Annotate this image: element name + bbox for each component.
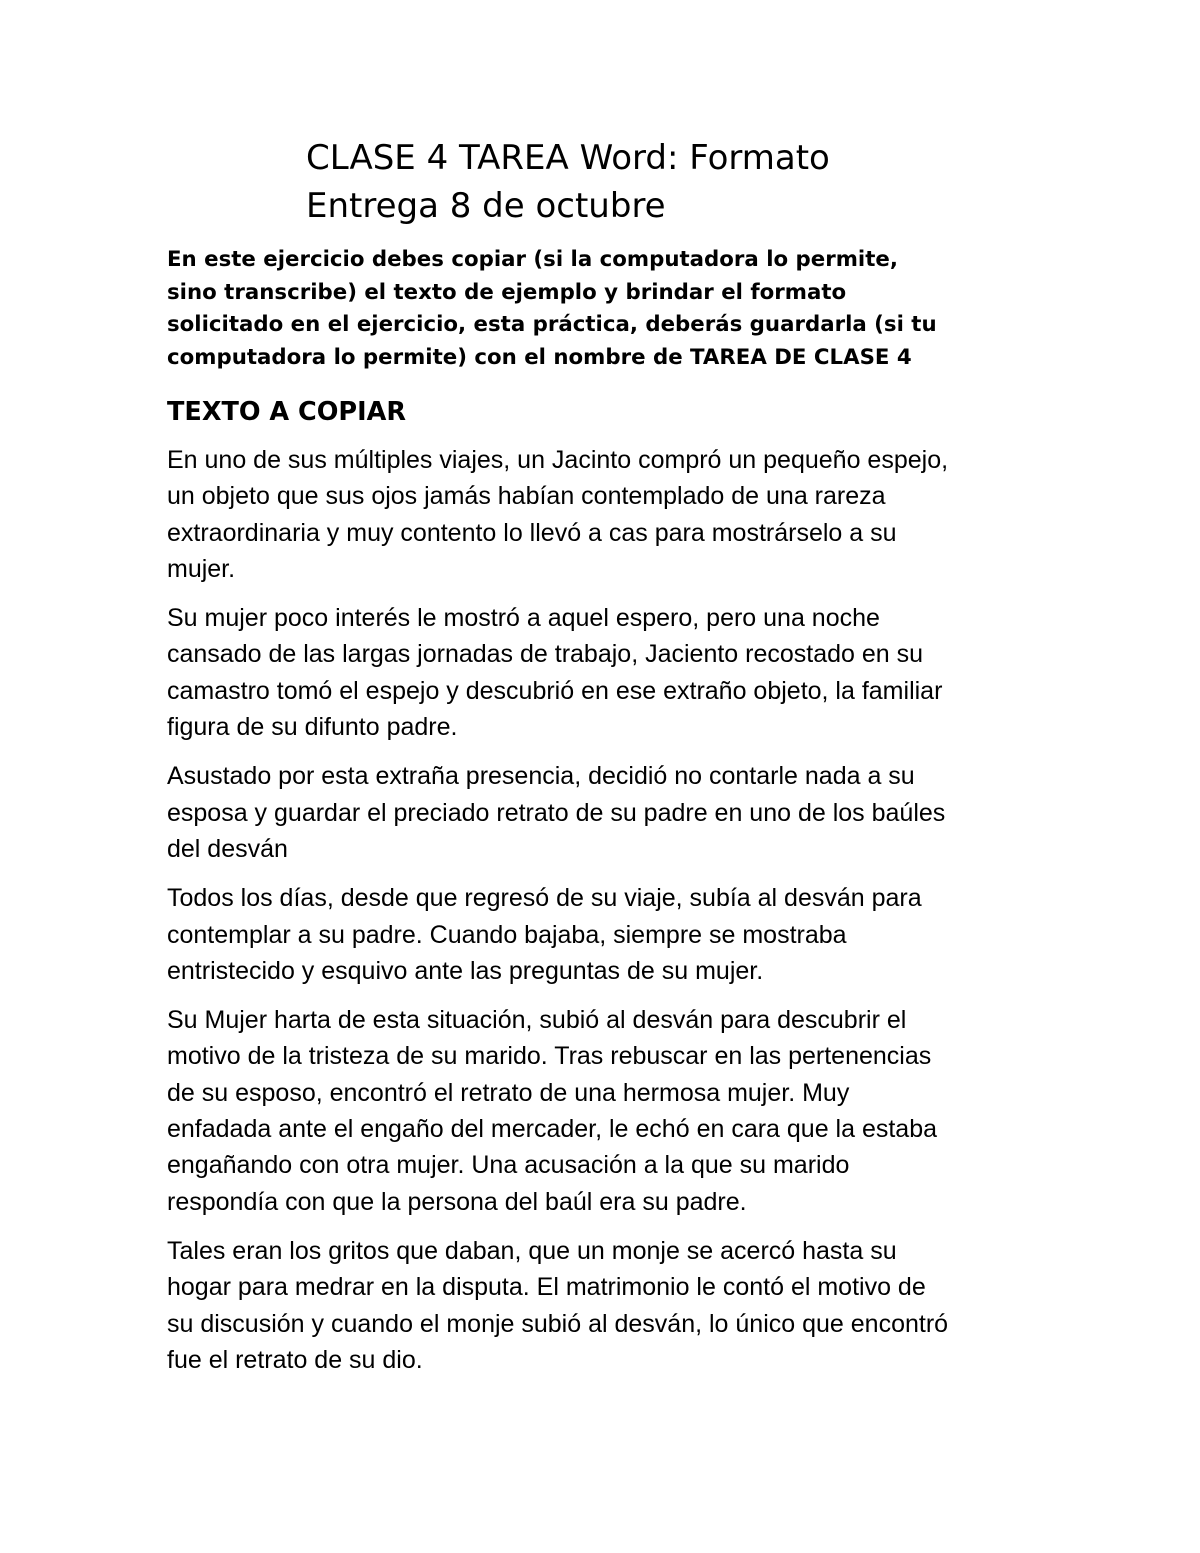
instructions-paragraph [167,244,1047,374]
paragraph-line: cansado de las largas jornadas de trabajo, Jaciento recostado en su [167,640,924,669]
paragraph-line: Su Mujer harta de esta situación, subió al desván para descubrir el [167,1006,907,1035]
paragraph-line: engañando con otra mujer. Una acusación a la que su marido [167,1151,850,1180]
paragraph-line: un objeto que sus ojos jamás habían contemplado de una rareza [167,482,886,511]
title-line-1: CLASE 4 TAREA Word: Formato [306,138,830,178]
intro-line: sino transcribe) el texto de ejemplo y brindar el formato [167,279,847,305]
paragraph-line: esposa y guardar el preciado retrato de su padre en uno de los baúles [167,798,946,827]
paragraph-line: entristecido y esquivo ante las preguntas de su mujer. [167,956,764,985]
paragraph-line: del desván [167,834,288,863]
paragraph-line: hogar para medrar en la disputa. El matrimonio le contó el motivo de [167,1273,926,1302]
document-content [167,134,1047,1391]
paragraph-line: Todos los días, desde que regresó de su viaje, subía al desván para [167,884,922,913]
body-paragraph-5 [167,1002,1047,1220]
intro-line: solicitado en el ejercicio, esta práctica, deberás guardarla (si tu [167,312,937,337]
body-paragraph-4 [167,880,1047,989]
section-heading: TEXTO A COPIAR [167,397,406,427]
paragraph-line: de su esposo, encontró el retrato de una hermosa mujer. Muy [167,1078,850,1107]
paragraph-line: mujer. [167,554,236,583]
paragraph-line: fue el retrato de su dio. [167,1345,423,1374]
paragraph-line: contemplar a su padre. Cuando bajaba, siempre se mostraba [167,920,847,949]
intro-line: computadora lo permite) con el nombre de TAREA DE CLASE 4 [167,344,912,370]
intro-line: En este ejercicio debes copiar (si la computadora lo permite, [167,247,898,272]
body-paragraph-6 [167,1233,1047,1378]
paragraph-line: extraordinaria y muy contento lo llevó a cas para mostrárselo a su [167,518,897,547]
paragraph-line: Asustado por esta extraña presencia, decidió no contarle nada a su [167,762,915,791]
paragraph-line: Su mujer poco interés le mostró a aquel espero, pero una noche [167,604,880,633]
paragraph-line: motivo de la tristeza de su marido. Tras rebuscar en las pertenencias [167,1042,932,1071]
paragraph-line: camastro tomó el espejo y descubrió en ese extraño objeto, la familiar [167,676,943,705]
document-title [306,134,1047,230]
paragraph-line: En uno de sus múltiples viajes, un Jacinto compró un pequeño espejo, [167,446,949,474]
body-paragraph-2 [167,600,1047,745]
paragraph-line: su discusión y cuando el monje subió al desván, lo único que encontró [167,1309,949,1338]
body-paragraph-3 [167,758,1047,867]
paragraph-line: enfadada ante el engaño del mercader, le echó en cara que la estaba [167,1115,938,1144]
body-paragraph-1 [167,442,1047,587]
paragraph-line: respondía con que la persona del baúl era su padre. [167,1187,747,1216]
paragraph-line: Tales eran los gritos que daban, que un monje se acercó hasta su [167,1236,897,1265]
title-line-2: Entrega 8 de octubre [306,186,666,226]
paragraph-line: figura de su difunto padre. [167,713,458,742]
